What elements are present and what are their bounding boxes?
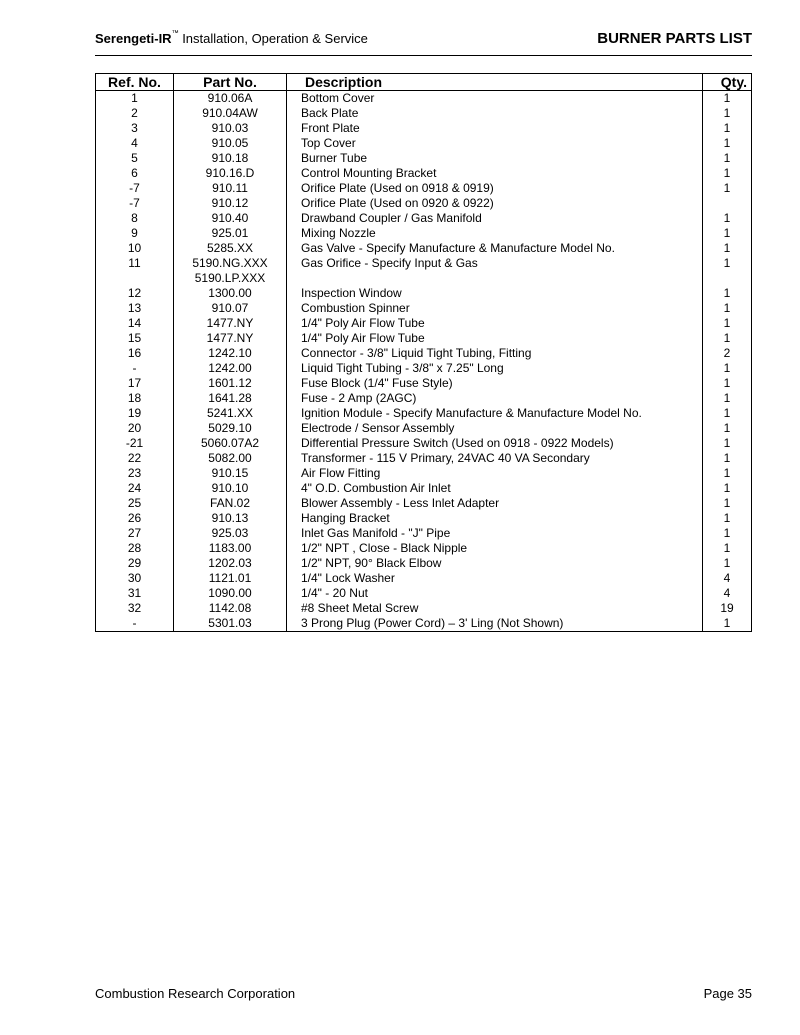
ref-cell: 11 bbox=[96, 256, 174, 271]
table-row bbox=[96, 331, 752, 346]
part-number-cell: 925.03 bbox=[174, 526, 287, 541]
description-cell: Gas Orifice - Specify Input & Gas bbox=[287, 256, 703, 271]
part-number-cell: 5190.NG.XXX bbox=[174, 256, 287, 271]
ref-cell: - bbox=[96, 616, 174, 632]
table-row bbox=[96, 511, 752, 526]
ref-cell: 23 bbox=[96, 466, 174, 481]
part-number-cell: 1242.00 bbox=[174, 361, 287, 376]
part-number-cell: 5190.LP.XXX bbox=[174, 271, 287, 286]
description-cell: Burner Tube bbox=[287, 151, 703, 166]
part-number-cell: 1601.12 bbox=[174, 376, 287, 391]
part-number-cell: 1477.NY bbox=[174, 316, 287, 331]
part-number-cell: 1477.NY bbox=[174, 331, 287, 346]
quantity-cell: 1 bbox=[703, 331, 752, 346]
description-cell: #8 Sheet Metal Screw bbox=[287, 601, 703, 616]
column-header-description: Description bbox=[287, 74, 703, 91]
part-number-cell: 1242.10 bbox=[174, 346, 287, 361]
description-cell: Orifice Plate (Used on 0918 & 0919) bbox=[287, 181, 703, 196]
part-number-cell: 5301.03 bbox=[174, 616, 287, 632]
table-row bbox=[96, 166, 752, 181]
description-cell bbox=[287, 271, 703, 286]
ref-cell: -7 bbox=[96, 196, 174, 211]
quantity-cell: 1 bbox=[703, 541, 752, 556]
ref-cell: 1 bbox=[96, 91, 174, 107]
ref-cell: 19 bbox=[96, 406, 174, 421]
table-row bbox=[96, 226, 752, 241]
part-number-cell: 1641.28 bbox=[174, 391, 287, 406]
ref-cell: 30 bbox=[96, 571, 174, 586]
quantity-cell: 1 bbox=[703, 376, 752, 391]
ref-cell: -7 bbox=[96, 181, 174, 196]
table-row bbox=[96, 571, 752, 586]
quantity-cell: 1 bbox=[703, 526, 752, 541]
quantity-cell: 1 bbox=[703, 136, 752, 151]
description-cell: 1/4" Poly Air Flow Tube bbox=[287, 331, 703, 346]
description-cell: Back Plate bbox=[287, 106, 703, 121]
quantity-cell: 1 bbox=[703, 286, 752, 301]
description-cell: 1/2" NPT, 90° Black Elbow bbox=[287, 556, 703, 571]
part-number-cell: 925.01 bbox=[174, 226, 287, 241]
table-row bbox=[96, 256, 752, 271]
ref-cell: -21 bbox=[96, 436, 174, 451]
table-row bbox=[96, 421, 752, 436]
table-row bbox=[96, 391, 752, 406]
part-number-cell: 910.11 bbox=[174, 181, 287, 196]
table-row bbox=[96, 541, 752, 556]
column-header-ref: Ref. No. bbox=[96, 74, 174, 91]
ref-cell: 8 bbox=[96, 211, 174, 226]
description-cell: Ignition Module - Specify Manufacture & Manufacture Model No. bbox=[287, 406, 703, 421]
quantity-cell bbox=[703, 271, 752, 286]
description-cell: Fuse Block (1/4" Fuse Style) bbox=[287, 376, 703, 391]
ref-cell: 29 bbox=[96, 556, 174, 571]
part-number-cell: 910.07 bbox=[174, 301, 287, 316]
ref-cell: 16 bbox=[96, 346, 174, 361]
product-name: Serengeti-IR bbox=[95, 31, 172, 46]
quantity-cell: 1 bbox=[703, 421, 752, 436]
table-row bbox=[96, 316, 752, 331]
description-cell: Drawband Coupler / Gas Manifold bbox=[287, 211, 703, 226]
quantity-cell: 1 bbox=[703, 256, 752, 271]
part-number-cell: 910.12 bbox=[174, 196, 287, 211]
description-cell: 3 Prong Plug (Power Cord) – 3' Ling (Not Shown) bbox=[287, 616, 703, 632]
part-number-cell: 910.04AW bbox=[174, 106, 287, 121]
quantity-cell: 1 bbox=[703, 301, 752, 316]
table-row bbox=[96, 271, 752, 286]
parts-table-body bbox=[96, 91, 752, 632]
ref-cell: 31 bbox=[96, 586, 174, 601]
table-row bbox=[96, 91, 752, 107]
description-cell: Hanging Bracket bbox=[287, 511, 703, 526]
ref-cell: 5 bbox=[96, 151, 174, 166]
ref-cell: 18 bbox=[96, 391, 174, 406]
description-cell: Electrode / Sensor Assembly bbox=[287, 421, 703, 436]
quantity-cell: 1 bbox=[703, 391, 752, 406]
quantity-cell: 1 bbox=[703, 556, 752, 571]
ref-cell: 28 bbox=[96, 541, 174, 556]
description-cell: Transformer - 115 V Primary, 24VAC 40 VA Secondary bbox=[287, 451, 703, 466]
quantity-cell: 1 bbox=[703, 151, 752, 166]
part-number-cell: 910.13 bbox=[174, 511, 287, 526]
part-number-cell: FAN.02 bbox=[174, 496, 287, 511]
quantity-cell: 1 bbox=[703, 451, 752, 466]
part-number-cell: 910.06A bbox=[174, 91, 287, 107]
description-cell: Mixing Nozzle bbox=[287, 226, 703, 241]
ref-cell: 9 bbox=[96, 226, 174, 241]
description-cell: Blower Assembly - Less Inlet Adapter bbox=[287, 496, 703, 511]
ref-cell: 24 bbox=[96, 481, 174, 496]
table-row bbox=[96, 361, 752, 376]
quantity-cell: 2 bbox=[703, 346, 752, 361]
table-row bbox=[96, 601, 752, 616]
quantity-cell: 1 bbox=[703, 436, 752, 451]
ref-cell: 26 bbox=[96, 511, 174, 526]
column-header-part: Part No. bbox=[174, 74, 287, 91]
description-cell: Connector - 3/8" Liquid Tight Tubing, Fitting bbox=[287, 346, 703, 361]
part-number-cell: 1202.03 bbox=[174, 556, 287, 571]
part-number-cell: 1142.08 bbox=[174, 601, 287, 616]
column-header-qty: Qty. bbox=[703, 74, 752, 91]
quantity-cell: 1 bbox=[703, 91, 752, 107]
page-header bbox=[95, 28, 752, 52]
quantity-cell: 1 bbox=[703, 211, 752, 226]
quantity-cell: 4 bbox=[703, 586, 752, 601]
table-row bbox=[96, 556, 752, 571]
quantity-cell: 1 bbox=[703, 466, 752, 481]
table-row bbox=[96, 286, 752, 301]
table-row bbox=[96, 466, 752, 481]
part-number-cell: 910.18 bbox=[174, 151, 287, 166]
table-row bbox=[96, 136, 752, 151]
table-row bbox=[96, 496, 752, 511]
quantity-cell: 1 bbox=[703, 316, 752, 331]
table-row bbox=[96, 451, 752, 466]
part-number-cell: 910.10 bbox=[174, 481, 287, 496]
quantity-cell: 1 bbox=[703, 181, 752, 196]
description-cell: Fuse - 2 Amp (2AGC) bbox=[287, 391, 703, 406]
description-cell: Bottom Cover bbox=[287, 91, 703, 107]
trademark-symbol: ™ bbox=[171, 30, 179, 37]
quantity-cell: 1 bbox=[703, 496, 752, 511]
ref-cell: 12 bbox=[96, 286, 174, 301]
description-cell: 1/4" - 20 Nut bbox=[287, 586, 703, 601]
description-cell: Combustion Spinner bbox=[287, 301, 703, 316]
part-number-cell: 1183.00 bbox=[174, 541, 287, 556]
ref-cell: 15 bbox=[96, 331, 174, 346]
table-row bbox=[96, 211, 752, 226]
part-number-cell: 5060.07A2 bbox=[174, 436, 287, 451]
ref-cell: 25 bbox=[96, 496, 174, 511]
description-cell: Gas Valve - Specify Manufacture & Manufacture Model No. bbox=[287, 241, 703, 256]
ref-cell: 27 bbox=[96, 526, 174, 541]
table-row bbox=[96, 121, 752, 136]
ref-cell: 4 bbox=[96, 136, 174, 151]
table-row bbox=[96, 616, 752, 632]
quantity-cell: 1 bbox=[703, 121, 752, 136]
table-row bbox=[96, 376, 752, 391]
table-row bbox=[96, 481, 752, 496]
part-number-cell: 910.15 bbox=[174, 466, 287, 481]
table-row bbox=[96, 196, 752, 211]
part-number-cell: 1090.00 bbox=[174, 586, 287, 601]
part-number-cell: 1121.01 bbox=[174, 571, 287, 586]
header-divider bbox=[95, 55, 752, 56]
part-number-cell: 5285.XX bbox=[174, 241, 287, 256]
quantity-cell bbox=[703, 196, 752, 211]
table-row bbox=[96, 586, 752, 601]
part-number-cell: 910.16.D bbox=[174, 166, 287, 181]
description-cell: Front Plate bbox=[287, 121, 703, 136]
ref-cell: 14 bbox=[96, 316, 174, 331]
description-cell: 1/2" NPT , Close - Black Nipple bbox=[287, 541, 703, 556]
part-number-cell: 910.03 bbox=[174, 121, 287, 136]
quantity-cell: 4 bbox=[703, 571, 752, 586]
quantity-cell: 1 bbox=[703, 511, 752, 526]
description-cell: 4" O.D. Combustion Air Inlet bbox=[287, 481, 703, 496]
document-title bbox=[95, 31, 368, 46]
ref-cell bbox=[96, 271, 174, 286]
table-row bbox=[96, 106, 752, 121]
table-row bbox=[96, 436, 752, 451]
document-subtitle: Installation, Operation & Service bbox=[178, 31, 368, 46]
quantity-cell: 19 bbox=[703, 601, 752, 616]
description-cell: Inspection Window bbox=[287, 286, 703, 301]
description-cell: 1/4" Lock Washer bbox=[287, 571, 703, 586]
table-row bbox=[96, 406, 752, 421]
quantity-cell: 1 bbox=[703, 406, 752, 421]
table-row bbox=[96, 346, 752, 361]
table-row bbox=[96, 301, 752, 316]
ref-cell: 2 bbox=[96, 106, 174, 121]
quantity-cell: 1 bbox=[703, 166, 752, 181]
table-row bbox=[96, 151, 752, 166]
ref-cell: 17 bbox=[96, 376, 174, 391]
description-cell: Liquid Tight Tubing - 3/8" x 7.25" Long bbox=[287, 361, 703, 376]
company-name: Combustion Research Corporation bbox=[95, 986, 296, 1001]
table-row bbox=[96, 181, 752, 196]
quantity-cell: 1 bbox=[703, 361, 752, 376]
quantity-cell: 1 bbox=[703, 226, 752, 241]
table-header-row bbox=[96, 74, 752, 91]
ref-cell: 6 bbox=[96, 166, 174, 181]
ref-cell: 13 bbox=[96, 301, 174, 316]
quantity-cell: 1 bbox=[703, 106, 752, 121]
part-number-cell: 910.05 bbox=[174, 136, 287, 151]
part-number-cell: 5241.XX bbox=[174, 406, 287, 421]
part-number-cell: 5029.10 bbox=[174, 421, 287, 436]
quantity-cell: 1 bbox=[703, 616, 752, 632]
ref-cell: 3 bbox=[96, 121, 174, 136]
ref-cell: 20 bbox=[96, 421, 174, 436]
description-cell: Control Mounting Bracket bbox=[287, 166, 703, 181]
section-title: BURNER PARTS LIST bbox=[597, 30, 752, 47]
description-cell: Inlet Gas Manifold - "J" Pipe bbox=[287, 526, 703, 541]
description-cell: Differential Pressure Switch (Used on 0918 - 0922 Models) bbox=[287, 436, 703, 451]
part-number-cell: 910.40 bbox=[174, 211, 287, 226]
description-cell: Orifice Plate (Used on 0920 & 0922) bbox=[287, 196, 703, 211]
description-cell: 1/4" Poly Air Flow Tube bbox=[287, 316, 703, 331]
description-cell: Air Flow Fitting bbox=[287, 466, 703, 481]
quantity-cell: 1 bbox=[703, 481, 752, 496]
ref-cell: 32 bbox=[96, 601, 174, 616]
ref-cell: 22 bbox=[96, 451, 174, 466]
quantity-cell: 1 bbox=[703, 241, 752, 256]
ref-cell: - bbox=[96, 361, 174, 376]
ref-cell: 10 bbox=[96, 241, 174, 256]
part-number-cell: 5082.00 bbox=[174, 451, 287, 466]
table-row bbox=[96, 526, 752, 541]
table-row bbox=[96, 241, 752, 256]
part-number-cell: 1300.00 bbox=[174, 286, 287, 301]
description-cell: Top Cover bbox=[287, 136, 703, 151]
page-number: Page 35 bbox=[703, 986, 752, 1001]
parts-table bbox=[95, 73, 752, 632]
